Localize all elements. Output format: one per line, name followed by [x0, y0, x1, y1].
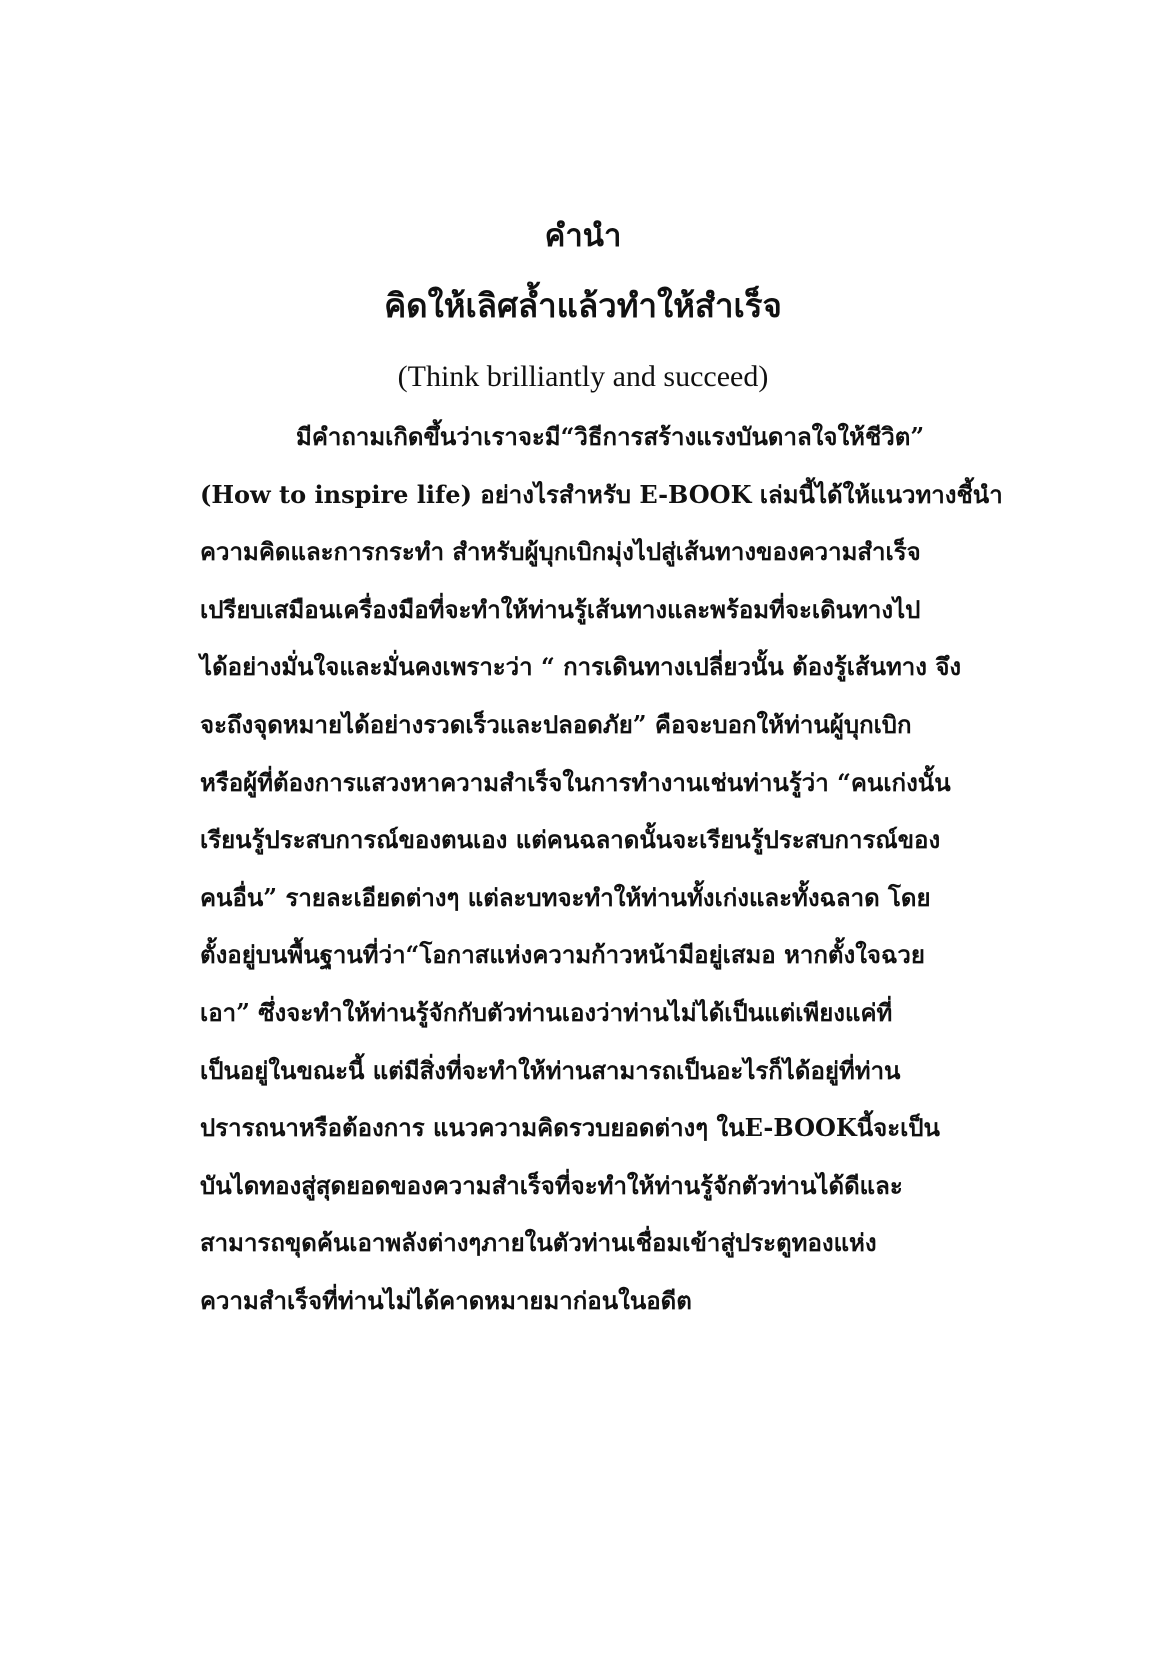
paragraph-line: มีคำถามเกิดขึ้นว่าเราจะมี“วิธีการสร้างแรงบันดาลใจให้ชีวิต”	[296, 422, 925, 451]
paragraph-line: เปรียบเสมือนเครื่องมือที่จะทำให้ท่านรู้เส้นทางและพร้อมที่จะเดินทางไป	[200, 594, 921, 624]
paragraph-line: ความสำเร็จที่ท่านไม่ได้คาดหมายมาก่อนในอดีต	[200, 1285, 692, 1315]
paragraph-line: คนอื่น” รายละเอียดต่างๆ แต่ละบทจะทำให้ท่านทั้งเก่งและทั้งฉลาด โดย	[200, 882, 931, 912]
paragraph-line: เรียนรู้ประสบการณ์ของตนเอง แต่คนฉลาดนั้นจะเรียนรู้ประสบการณ์ของ	[200, 825, 941, 855]
page-subtitle: (Think brilliantly and succeed)	[397, 360, 769, 393]
paragraph-line: เป็นอยู่ในขณะนี้ แต่มีสิ่งที่จะทำให้ท่านสามารถเป็นอะไรก็ได้อยู่ที่ท่าน	[200, 1055, 901, 1085]
paragraph-line: จะถึงจุดหมายได้อย่างรวดเร็วและปลอดภัย” คือจะบอกให้ท่านผู้บุกเบิก	[200, 709, 912, 739]
body-paragraph	[200, 408, 1003, 1330]
page-heading: คำนำ	[544, 218, 622, 254]
paragraph-line: สามารถขุดค้นเอาพลังต่างๆภายในตัวท่านเชื่อมเข้าสู่ประตูทองแห่ง	[200, 1228, 877, 1258]
paragraph-line: ตั้งอยู่บนพื้นฐานที่ว่า“โอกาสแห่งความก้าวหน้ามีอยู่เสมอ หากตั้งใจฉวย	[200, 940, 925, 970]
paragraph-line: บันไดทองสู่สุดยอดของความสำเร็จที่จะทำให้ท่านรู้จักตัวท่านได้ดีและ	[200, 1170, 903, 1200]
paragraph-line: หรือผู้ที่ต้องการแสวงหาความสำเร็จในการทำงานเช่นท่านรู้ว่า “คนเก่งนั้น	[200, 767, 951, 797]
paragraph-line: (How to inspire life) อย่างไรสำหรับ E-BOOK เล่มนี้ได้ให้แนวทางชี้นำ	[200, 479, 1003, 509]
paragraph-line: เอา” ซึ่งจะทำให้ท่านรู้จักกับตัวท่านเองว่าท่านไม่ได้เป็นแต่เพียงแค่ที่	[200, 997, 893, 1027]
page-title: คิดให้เลิศล้ำแล้วทำให้สำเร็จ	[384, 286, 782, 325]
paragraph-line: ปรารถนาหรือต้องการ แนวความคิดรวบยอดต่างๆ ในE-BOOKนี้จะเป็น	[200, 1113, 940, 1143]
paragraph-line: ความคิดและการกระทำ สำหรับผู้บุกเบิกมุ่งไปสู่เส้นทางของความสำเร็จ	[200, 537, 921, 567]
paragraph-line: ได้อย่างมั่นใจและมั่นคงเพราะว่า “ การเดินทางเปลี่ยวนั้น ต้องรู้เส้นทาง จึง	[200, 652, 962, 682]
